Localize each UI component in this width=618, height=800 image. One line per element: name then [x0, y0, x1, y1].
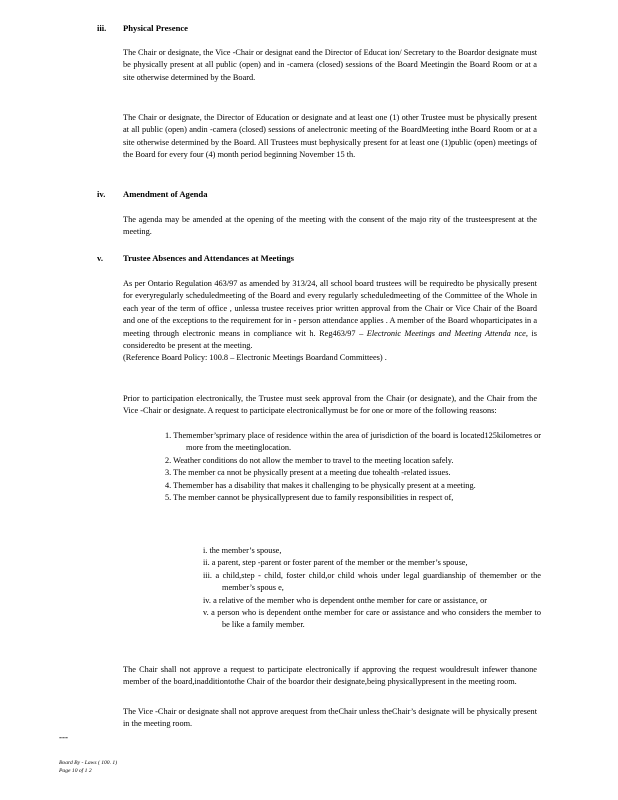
- paragraph-1-text: As per Ontario Regulation 463/97 as amended by 313/24, all school board trustees will be requiredto be physically present for everyregularly scheduledmeeting of the Board and every regularly scheduledmeeting of the Committee of the Whole in each year of the term of office , unlessa trustee receives prior written approval from the Chair or Vice Chair of the Board and one of the exceptions to the requirement for in - person attendance applies . A member of the Board whoparticipates in a meeting through electronic means in compliance wit h. Reg463/97: [123, 279, 537, 338]
- sub-reason-item: iv. a relative of the member who is dependent onthe member for care or assistance, or: [203, 595, 487, 605]
- section-v-heading: Trustee Absences and Attendances at Meetings: [123, 253, 294, 263]
- section-iii-paragraph-1: The Chair or designate, the Vice -Chair or designat eand the Director of Educat ion/ Secretary to the Boardor designate must be physically present at all public (open) and in -camera (closed) sessions of the Board Meetingin the Board Room or at a site otherwise determined by the Board.: [123, 48, 537, 82]
- reason-item: 3. The member ca nnot be physically present at a meeting due tohealth -related issues.: [165, 468, 451, 478]
- section-v-numeral: v.: [97, 253, 103, 263]
- reason-item: 2. Weather conditions do not allow the member to travel to the meeting location safely.: [165, 455, 454, 465]
- section-v-paragraph-1: [123, 278, 537, 365]
- section-v-paragraph-3: The Chair shall not approve a request to participate electronically if approving the request wouldresult infewer thanone member of the board,inadditiontothe Chair of the boardor their designate,being physicallypresent in the meeting room.: [123, 665, 537, 687]
- policy-reference: (Reference Board Policy: 100.8 – Electronic Meetings Boardand Committees) .: [123, 353, 387, 363]
- reason-item: 1. Themember’sprimary place of residence within the area of jurisdiction of the board is located125kilometres or more from the meetinglocation.: [165, 431, 541, 453]
- section-iii-heading: Physical Presence: [123, 23, 188, 33]
- section-iii-paragraph-2: The Chair or designate, the Director of Education or designate and at least one (1) other Trustee must be physically present at all public (open) andin -camera (closed) sessions of anelectronic meeting of the BoardMeeting inthe Board Room or at a site otherwise determined by the Board. All Trustees must bephysically present for at least one (1)public (open) meetings of the Board for every four (4) month period beginning November 15 th.: [123, 113, 537, 160]
- regulation-title: – Electronic Meetings and Meeting Attenda nce: [359, 328, 526, 338]
- section-iv-numeral: iv.: [97, 189, 106, 199]
- footer-page-number: Page 10 of 1 2: [59, 768, 92, 774]
- paragraph-1-tail: , is consideredto be present at the meeting.: [123, 328, 538, 351]
- footer: [59, 759, 117, 775]
- section-v-paragraph-4: The Vice -Chair or designate shall not approve arequest from theChair unless theChair’s designate will be physically present in the meeting room.: [123, 707, 537, 729]
- sub-reasons-list: [203, 545, 541, 632]
- sub-reason-item: v. a person who is dependent onthe member for care or assistance and who considers the member to be like a family member.: [203, 608, 541, 630]
- reasons-list: [165, 430, 541, 504]
- section-iv-paragraph-1: The agenda may be amended at the opening of the meeting with the consent of the majo rity of the trusteespresent at the meeting.: [123, 215, 537, 237]
- sub-reason-item: ii. a parent, step -parent or foster parent of the member or the member’s spouse,: [203, 558, 468, 568]
- sub-reason-item: i. the member’s spouse,: [203, 546, 282, 555]
- footer-document-name: Board By - Laws ( 100. 1): [59, 760, 118, 766]
- reason-item: 4. Themember has a disability that makes it challenging to be physically present at a meeting.: [165, 480, 476, 490]
- section-v-paragraph-2: Prior to participation electronically, the Trustee must seek approval from the Chair (or designate), and the Chair from the Vice -Chair or designate. A request to participate electronicallymust be for one or more of the following reasons:: [123, 394, 537, 416]
- separator-marks: ---: [59, 732, 68, 742]
- section-iv-heading: Amendment of Agenda: [123, 189, 208, 199]
- sub-reason-item: iii. a child,step - child, foster child,or child whois under legal guardianship of themember or the member’s spous e,: [203, 570, 541, 593]
- section-iii-numeral: iii.: [97, 23, 107, 33]
- reason-item: 5. The member cannot be physicallypresent due to family responsibilities in respect of,: [165, 493, 454, 503]
